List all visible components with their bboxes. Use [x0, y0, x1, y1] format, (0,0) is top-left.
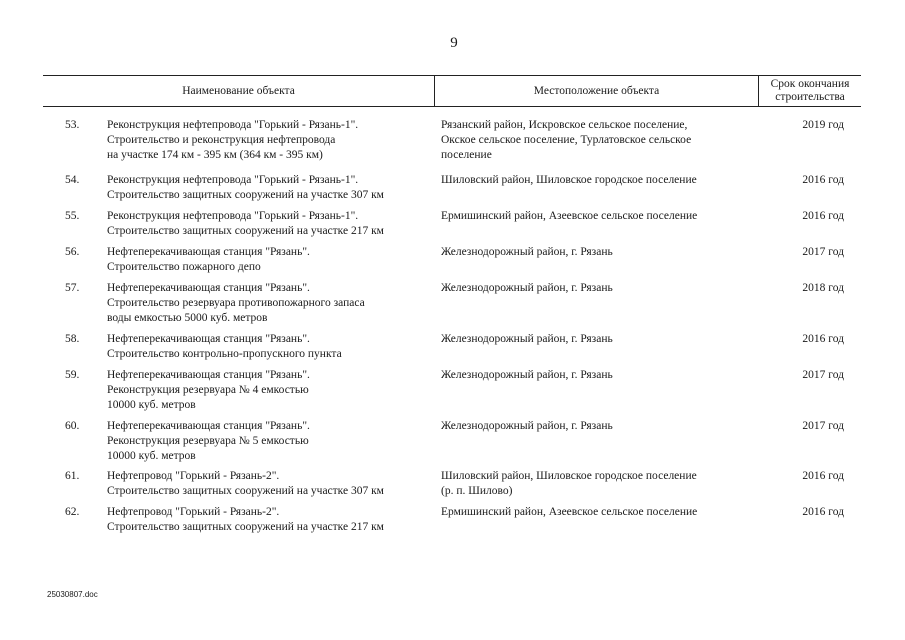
- row-object-name: Нефтеперекачивающая станция "Рязань". Реконструкция резервуара № 4 емкостью 10000 куб. метров: [107, 369, 310, 411]
- row-object-name: Нефтепровод "Горький - Рязань-2". Строительство защитных сооружений на участке 217 км: [107, 506, 384, 533]
- row-number: 61.: [65, 470, 80, 482]
- row-completion-term: 2017 год: [802, 246, 844, 258]
- row-object-location: Ермишинский район, Азеевское сельское поселение: [441, 506, 698, 518]
- row-completion-term: 2017 год: [802, 369, 844, 381]
- row-completion-term: 2016 год: [802, 470, 844, 482]
- row-number: 59.: [65, 369, 80, 381]
- header-completion-term-text: Срок окончания строительства: [770, 78, 850, 103]
- row-object-location: Железнодорожный район, г. Рязань: [441, 246, 613, 258]
- row-object-location: Рязанский район, Искровское сельское поселение, Окское сельское поселение, Турлатовское сельское поселение: [441, 119, 692, 161]
- row-object-name: Реконструкция нефтепровода "Горький - Рязань-1". Строительство защитных сооружений на участке 307 км: [107, 174, 384, 201]
- header-object-location: Местоположение объекта: [435, 76, 759, 106]
- row-object-location: Шиловский район, Шиловское городское поселение (р. п. Шилово): [441, 470, 697, 497]
- row-object-name: Реконструкция нефтепровода "Горький - Рязань-1". Строительство и реконструкция нефтепровода на участке 174 км - 395 км (364 км - 395 км): [107, 119, 359, 161]
- row-object-name: Нефтеперекачивающая станция "Рязань". Реконструкция резервуара № 5 емкостью 10000 куб. метров: [107, 420, 310, 462]
- header-completion-term: [759, 76, 861, 106]
- row-object-location: Железнодорожный район, г. Рязань: [441, 369, 613, 381]
- row-completion-term: 2016 год: [802, 333, 844, 345]
- row-object-name: Реконструкция нефтепровода "Горький - Рязань-1". Строительство защитных сооружений на участке 217 км: [107, 210, 384, 237]
- row-object-name: Нефтеперекачивающая станция "Рязань". Строительство резервуара противопожарного запаса воды емкостью 5000 куб. метров: [107, 282, 365, 324]
- row-object-name: Нефтеперекачивающая станция "Рязань". Строительство контрольно-пропускного пункта: [107, 333, 342, 360]
- page-number: 9: [450, 35, 458, 51]
- row-object-location: Ермишинский район, Азеевское сельское поселение: [441, 210, 698, 222]
- header-object-name: Наименование объекта: [43, 76, 435, 106]
- table-header: [43, 75, 861, 107]
- row-object-location: Железнодорожный район, г. Рязань: [441, 420, 613, 432]
- row-completion-term: 2018 год: [802, 282, 844, 294]
- row-completion-term: 2019 год: [802, 119, 844, 131]
- row-object-location: Шиловский район, Шиловское городское поселение: [441, 174, 697, 186]
- row-number: 58.: [65, 333, 80, 345]
- row-completion-term: 2016 год: [802, 506, 844, 518]
- row-number: 55.: [65, 210, 80, 222]
- row-object-location: Железнодорожный район, г. Рязань: [441, 333, 613, 345]
- document-file-code: 25030807.doc: [47, 590, 98, 599]
- row-completion-term: 2016 год: [802, 174, 844, 186]
- row-number: 54.: [65, 174, 80, 186]
- row-object-name: Нефтепровод "Горький - Рязань-2". Строительство защитных сооружений на участке 307 км: [107, 470, 384, 497]
- row-object-location: Железнодорожный район, г. Рязань: [441, 282, 613, 294]
- row-completion-term: 2017 год: [802, 420, 844, 432]
- row-number: 57.: [65, 282, 80, 294]
- row-completion-term: 2016 год: [802, 210, 844, 222]
- row-number: 60.: [65, 420, 80, 432]
- row-number: 62.: [65, 506, 80, 518]
- row-number: 56.: [65, 246, 80, 258]
- row-object-name: Нефтеперекачивающая станция "Рязань". Строительство пожарного депо: [107, 246, 310, 273]
- row-number: 53.: [65, 119, 80, 131]
